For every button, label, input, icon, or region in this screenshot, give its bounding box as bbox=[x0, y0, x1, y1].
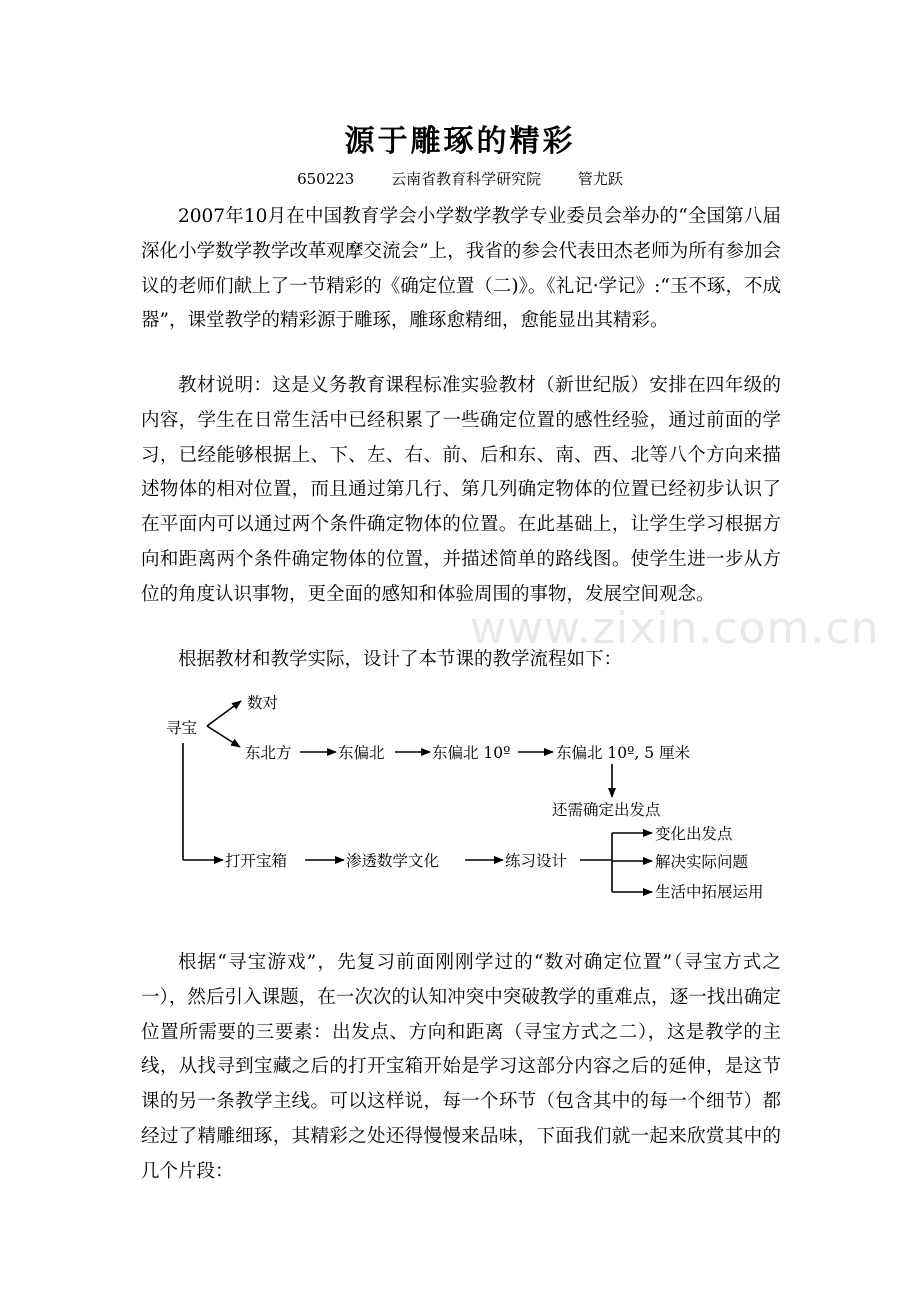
node-practice-1: 变化出发点 bbox=[655, 825, 733, 843]
node-open-box: 打开宝箱 bbox=[225, 852, 288, 870]
watermark: www.zixin.com.cn bbox=[470, 603, 880, 654]
arrow-root-northeast bbox=[207, 726, 240, 747]
paragraph-intro: 2007年10月在中国教育学会小学数学教学专业委员会举办的“全国第八届深化小学数学教学改革观摩交流会”上，我省的参会代表田杰老师为所有参加会议的老师们献上了一节精彩的《确定位置（二)》。《礼记·学记》:“玉不琢，不成器”，课堂教学的精彩源于雕琢，雕琢愈精细，愈能显出其精彩。 bbox=[141, 206, 781, 332]
node-chain-1: 东北方 bbox=[245, 744, 292, 762]
node-chain-3: 东偏北 10º bbox=[432, 744, 511, 762]
postal-code: 650223 bbox=[297, 170, 355, 188]
byline bbox=[0, 168, 920, 189]
author: 管尤跃 bbox=[577, 170, 623, 188]
node-need-start: 还需确定出发点 bbox=[552, 801, 661, 819]
node-chain-2: 东偏北 bbox=[338, 744, 385, 762]
node-practice: 练习设计 bbox=[505, 852, 568, 870]
node-root: 寻宝 bbox=[166, 719, 198, 737]
institution: 云南省教育科学研究院 bbox=[391, 170, 542, 188]
node-shudui: 数对 bbox=[247, 694, 279, 712]
paragraph-flow-intro: 根据教材和教学实际，设计了本节课的教学流程如下： bbox=[178, 649, 623, 670]
node-practice-2: 解决实际问题 bbox=[655, 853, 749, 871]
paragraph-material: 教材说明：这是义务教育课程标准实验教材（新世纪版）安排在四年级的内容，学生在日常生活中已经积累了一些确定位置的感性经验，通过前面的学习，已经能够根据上、下、左、右、前、后和东、南、西、北等八个方向来描述物体的相对位置，而且通过第几行、第几列确定物体的位置已经初步认识了在平面内可以通过两个条件确定物体的位置。在此基础上，让学生学习根据方向和距离两个条件确定物体的位置，并描述简单的路线图。使学生进一步从方位的角度认识事物，更全面的感知和体验周围的事物，发展空间观念。 bbox=[141, 375, 781, 605]
node-practice-3: 生活中拓展运用 bbox=[655, 883, 764, 901]
node-culture: 渗透数学文化 bbox=[346, 852, 440, 870]
node-chain-4: 东偏北 10º, 5 厘米 bbox=[556, 744, 691, 762]
arrow-root-shudui bbox=[207, 701, 241, 726]
page-title: 源于雕琢的精彩 bbox=[344, 124, 576, 159]
paragraph-summary: 根据“寻宝游戏”，先复习前面刚刚学过的“数对确定位置”（寻宝方式之一），然后引入课题，在一次次的认知冲突中突破教学的重难点，逐一找出确定位置所需要的三要素：出发点、方向和距离（寻宝方式之二），这是教学的主线，从找寻到宝藏之后的打开宝箱开始是学习这部分内容之后的延伸，是这节课的另一条教学主线。可以这样说，每一个环节（包含其中的每一个细节）都经过了精雕细琢，其精彩之处还得慢慢来品味，下面我们就一起来欣赏其中的几个片段： bbox=[141, 952, 781, 1182]
